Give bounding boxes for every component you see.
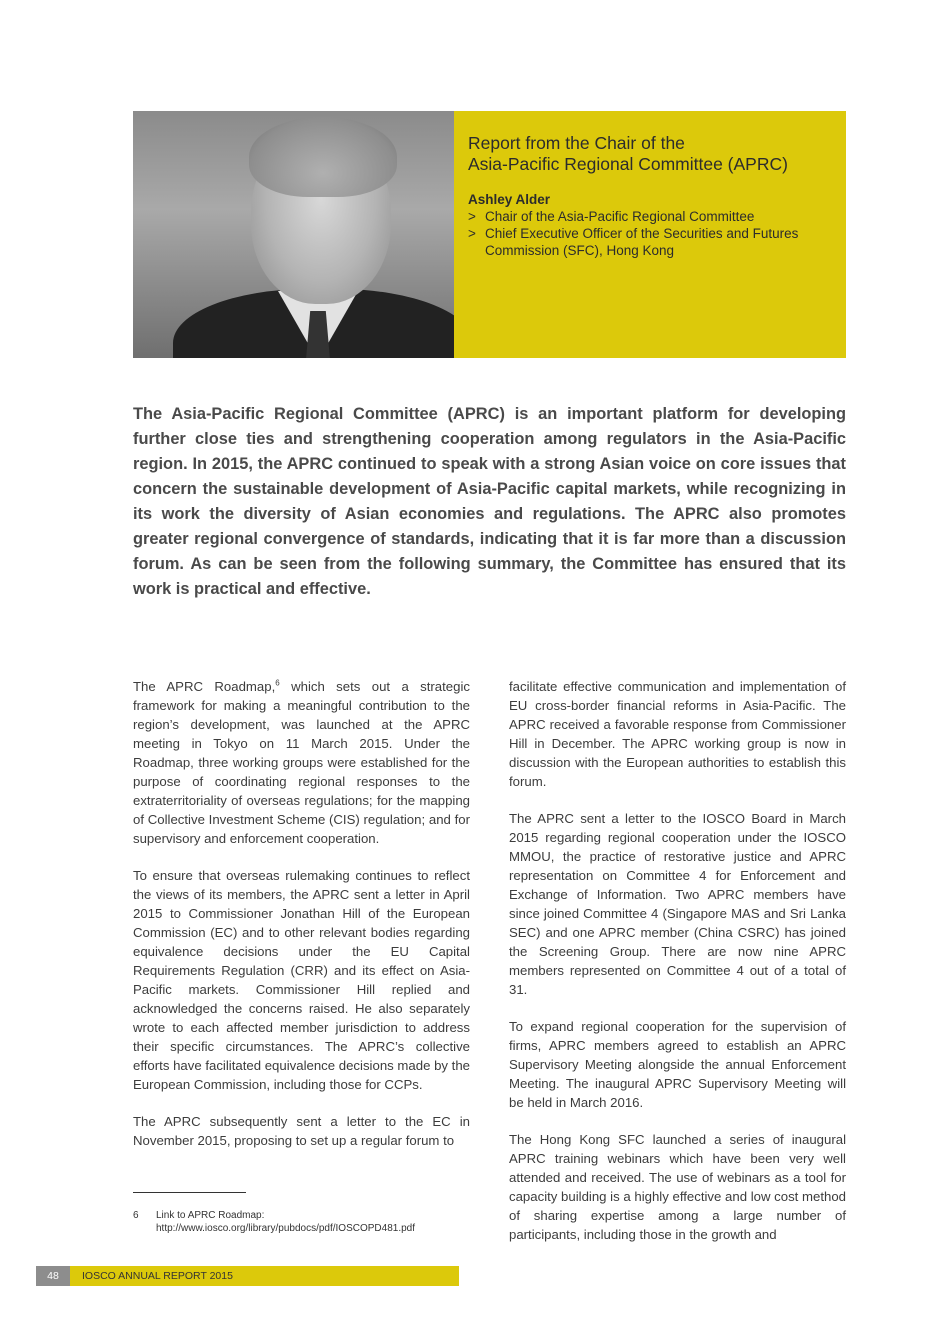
body-column-right [509, 677, 846, 1262]
chair-info-box [454, 111, 846, 358]
body-paragraph: The APRC Roadmap,$^6$ which sets out a strategic framework for making a meaningful contribution to the region’s development, was launched at the APRC meeting in Tokyo on 11 March 2015. Under the Roadmap, three working groups were established for the purpose of coordinating regional responses to the extraterritoriality of overseas regulations; for the mapping of Collective Investment Scheme (CIS) regulation; and for supervisory and enforcement cooperation. [133, 678, 471, 846]
lead-paragraph: The Asia-Pacific Regional Committee (APRC) is an important platform for developing further close ties and strengthening cooperation among regulators in the Asia-Pacific region. In 2015, the APRC continued to speak with a strong Asian voice on core issues that concern the sustainable development of Asia-Pacific capital markets, while recognizing in its work the diversity of Asian economies and regulations. The APRC also promotes greater regional convergence of standards, indicating that it is far more than a discussion forum. As can be seen from the following summary, the Committee has ensured that its work is practical and effective. [133, 405, 846, 598]
chair-portrait-photo [133, 111, 454, 358]
chair-role: > Chief Executive Officer of the Securities and Futures Commission (SFC), Hong Kong [468, 226, 799, 258]
page-number: 48 [36, 1266, 70, 1286]
body-paragraph: The APRC sent a letter to the IOSCO Board in March 2015 regarding regional cooperation under the IOSCO MMOU, the practice of restorative justice and APRC representation on Committee 4 for Enforcement and Exchange of Information. Two APRC members have since joined Committee 4 (Singapore MAS and Sri Lanka SEC) and one APRC member (China CSRC) has joined the Screening Group. There are now nine APRC members represented on Committee 4 out of a total of 31. [509, 811, 846, 997]
chair-role: > Chair of the Asia-Pacific Regional Committee [468, 209, 755, 224]
body-paragraph: To expand regional cooperation for the supervision of firms, APRC members agreed to establish an APRC Supervisory Meeting alongside the annual Enforcement Meeting. The inaugural APRC Supervisory Meeting will be held in March 2016. [509, 1019, 846, 1110]
page-footer [36, 1266, 459, 1286]
footer-report-title: IOSCO ANNUAL REPORT 2015 [70, 1266, 459, 1286]
chair-header [133, 111, 846, 358]
bullet-arrow-icon: > [468, 209, 476, 224]
bullet-arrow-icon: > [468, 226, 476, 241]
footnote-reference[interactable]: 6 [275, 678, 280, 688]
body-paragraph: To ensure that overseas rulemaking continues to reflect the views of its members, the APRC sent a letter in April 2015 to Commissioner Jonathan Hill of the European Commission (EC) and to other relevant bodies regarding equivalence decisions under the EU Capital Requirements Regulation (CRR) and its effect on Asia-Pacific markets. Commissioner Hill replied and acknowledged the concerns raised. He also separately wrote to each affected member jurisdiction to address their specific circumstances. The APRC’s collective efforts have facilitated equivalence decisions made by the European Commission, including those for CCPs. [133, 868, 470, 1092]
body-paragraph: The APRC subsequently sent a letter to the EC in November 2015, proposing to set up a regular forum to [133, 1114, 470, 1148]
body-paragraph: The Hong Kong SFC launched a series of inaugural APRC training webinars which have been very well attended and received. The use of webinars as a tool for capacity building is a highly effective and low cost method of sharing expertise among a large number of participants, including those in the growth and [509, 1132, 846, 1242]
footnote-number: 6 [133, 1210, 139, 1221]
report-title: Report from the Chair of the Asia-Pacific Regional Committee (APRC) [468, 133, 788, 174]
footnote-divider [133, 1192, 246, 1193]
body-column-left [133, 677, 470, 1168]
footnote [133, 1209, 473, 1235]
footnote-text[interactable]: Link to APRC Roadmap: http://www.iosco.org/library/pubdocs/pdf/IOSCOPD481.pdf [156, 1210, 416, 1234]
body-paragraph: facilitate effective communication and implementation of EU cross-border financial reforms in Asia-Pacific. The APRC received a favorable response from Commissioner Hill in December. The APRC working group is now in discussion with the European authorities to establish this forum. [509, 679, 846, 789]
chair-name: Ashley Alder [468, 192, 551, 207]
